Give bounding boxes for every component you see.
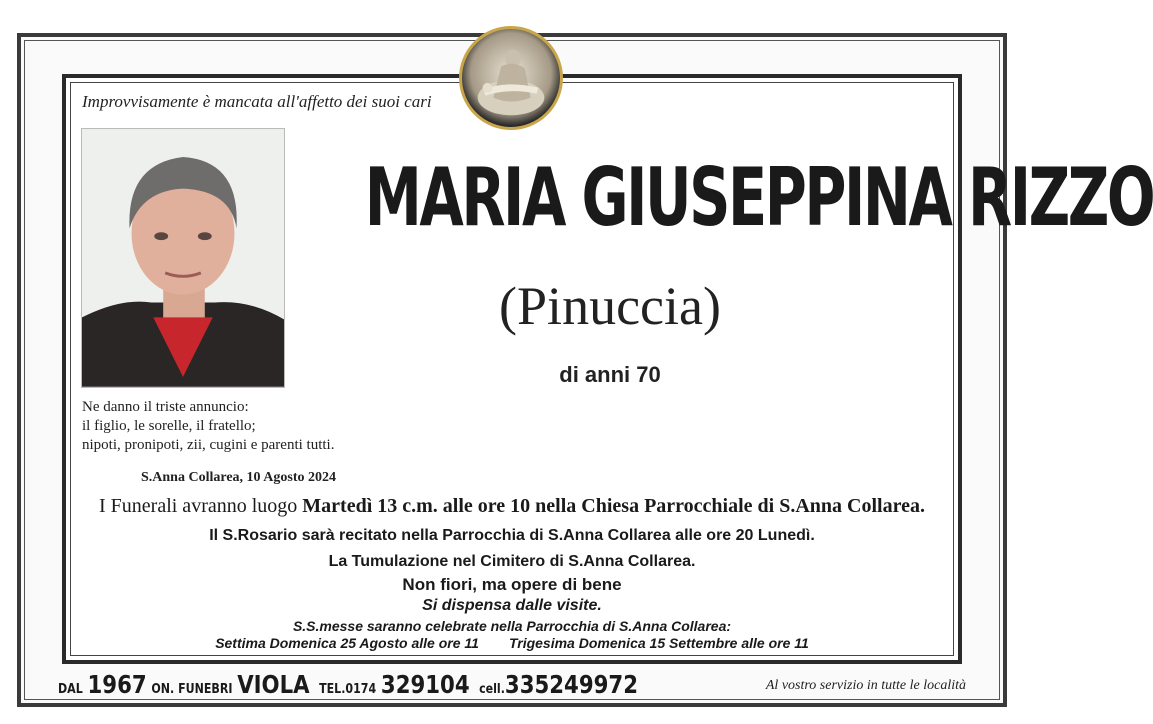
deceased-age: di anni 70 xyxy=(559,362,661,387)
footer-tel: 329104 xyxy=(380,670,470,699)
footer-tel-label: TEL.0174 xyxy=(319,682,377,697)
trigesima-date: Trigesima Domenica 15 Settembre alle ore 11 xyxy=(508,635,809,651)
pieta-sculpture-icon xyxy=(462,29,560,127)
dispensa-note: Si dispensa dalle visite. xyxy=(422,597,602,614)
funeral-home-info xyxy=(58,670,638,699)
footer-cell: 335249972 xyxy=(504,670,638,699)
messe-info: S.S.messe saranno celebrate nella Parrocchia di S.Anna Collarea: xyxy=(292,618,732,634)
announcement-line: il figlio, le sorelle, il fratello; xyxy=(82,418,256,434)
tumulazione-info: La Tumulazione nel Cimitero di S.Anna Collarea. xyxy=(328,553,696,570)
footer-bar xyxy=(30,670,970,704)
funeral-details: Martedì 13 c.m. alle ore 10 nella Chiesa Parrocchiale di S.Anna Collarea. xyxy=(302,495,925,517)
footer-tagline: Al vostro servizio in tutte le località xyxy=(765,678,966,693)
intro-text: Improvvisamente è mancata all'affetto dei suoi cari xyxy=(82,92,432,111)
portrait-photo xyxy=(81,128,285,388)
pieta-emblem-image xyxy=(459,26,563,130)
footer-year: 1967 xyxy=(87,670,147,699)
messe-dates xyxy=(62,635,962,651)
deceased-name: MARIA GIUSEPPINA RIZZO xyxy=(364,150,1153,245)
place-date: S.Anna Collarea, 10 Agosto 2024 xyxy=(141,470,336,485)
footer-dal: DAL xyxy=(58,682,83,697)
announcement-block xyxy=(82,398,334,455)
funeral-prefix: I Funerali avranno luogo xyxy=(99,495,303,517)
announcement-line: Ne danno il triste annuncio: xyxy=(82,399,249,415)
funeral-info xyxy=(62,495,962,518)
announcement-line: nipoti, pronipoti, zii, cugini e parenti tutti. xyxy=(82,437,335,453)
rosario-info: Il S.Rosario sarà recitato nella Parrocchia di S.Anna Collarea alle ore 20 Lunedì. xyxy=(209,527,815,544)
deceased-nickname: (Pinuccia) xyxy=(499,276,721,336)
portrait-image xyxy=(82,129,284,387)
fiori-note: Non fiori, ma opere di bene xyxy=(402,575,622,594)
settima-date: Settima Domenica 25 Agosto alle ore 11 xyxy=(215,635,479,651)
footer-cell-label: cell. xyxy=(479,682,505,697)
footer-company: VIOLA xyxy=(237,670,310,699)
footer-onfunebri: ON. FUNEBRI xyxy=(151,682,233,697)
